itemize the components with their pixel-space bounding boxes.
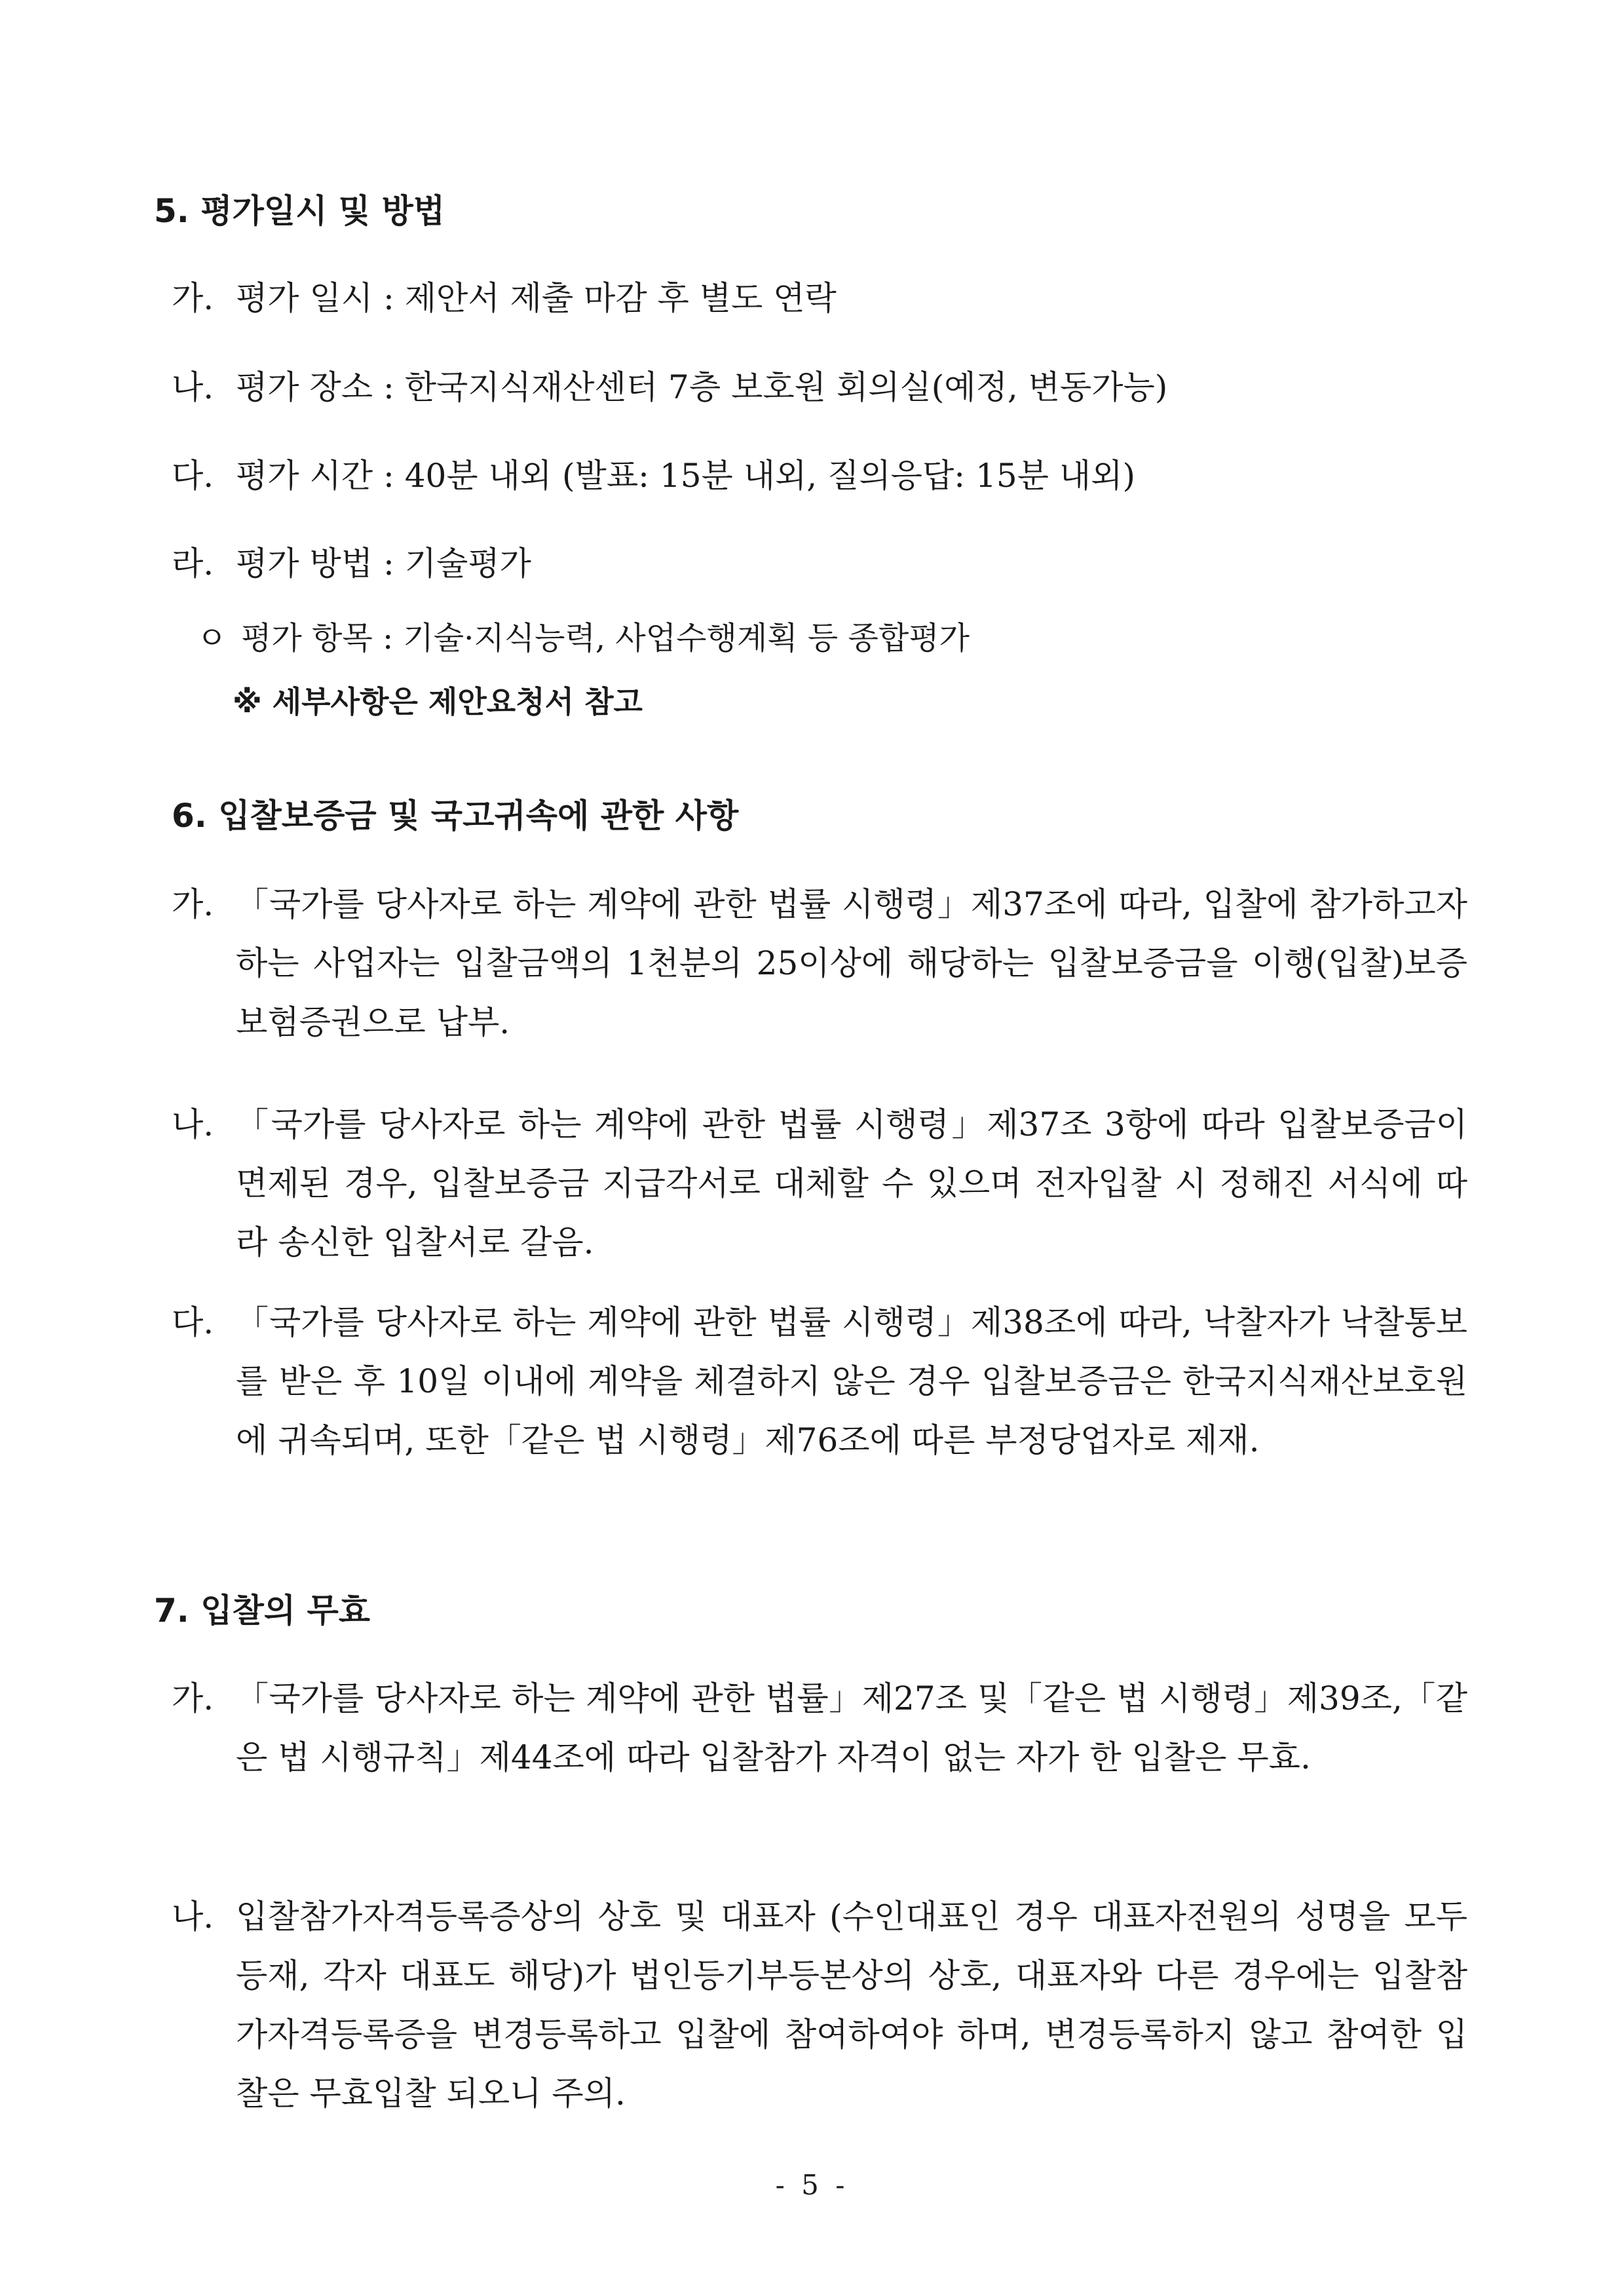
section-5-item-b-marker: 나. bbox=[172, 368, 214, 406]
section-6-item-b-marker: 나. bbox=[172, 1105, 214, 1143]
section-7-item-a-text: 「국가를 당사자로 하는 계약에 관한 법률」제27조 및「같은 법 시행령」제39조,「같은 법 시행규칙」제44조에 따라 입찰참가 자격이 없는 자가 한 입찰은 무효. bbox=[236, 1679, 1467, 1776]
section-7-item-a-marker: 가. bbox=[172, 1679, 214, 1717]
section-5-item-a-marker: 가. bbox=[172, 279, 214, 317]
section-6-item-b-text: 「국가를 당사자로 하는 계약에 관한 법률 시행령」제37조 3항에 따라 입찰보증금이 면제된 경우, 입찰보증금 지급각서로 대체할 수 있으며 전자입찰 시 정해진 서식에 따라 송신한 입찰서로 갈음. bbox=[236, 1105, 1467, 1261]
reference-note: ※ 세부사항은 제안요청서 참고 bbox=[233, 684, 643, 719]
section-5-item-a-text: 평가 일시 : 제안서 제출 마감 후 별도 연락 bbox=[236, 279, 837, 317]
section-7-item-b-text: 입찰참가자격등록증상의 상호 및 대표자 (수인대표인 경우 대표자전원의 성명을 모두 등재, 각자 대표도 해당)가 법인등기부등본상의 상호, 대표자와 다른 경우에는 입찰참가자격등록증을 변경등록하고 입찰에 참여하여야 하며, 변경등록하지 않고 참여한 입찰은 무효입찰 되오니 주의. bbox=[236, 1898, 1467, 2113]
section-5-heading: 5. 평가일시 및 방법 bbox=[154, 192, 445, 230]
section-5-item-b-text: 평가 장소 : 한국지식재산센터 7층 보호원 회의실(예정, 변동가능) bbox=[236, 368, 1168, 406]
section-7-heading: 7. 입찰의 무효 bbox=[154, 1592, 371, 1630]
section-5-item-d-text: 평가 방법 : 기술평가 bbox=[236, 545, 531, 583]
bullet-text: 평가 항목 : 기술·지식능력, 사업수행계획 등 종합평가 bbox=[241, 620, 970, 657]
section-5-item-c-marker: 다. bbox=[172, 457, 214, 495]
page-number: - 5 - bbox=[775, 2169, 849, 2201]
bullet-marker: ㅇ bbox=[197, 620, 227, 657]
section-7-item-b-marker: 나. bbox=[172, 1898, 214, 1936]
section-6-item-c-marker: 다. bbox=[172, 1303, 214, 1341]
section-6-heading: 6. 입찰보증금 및 국고귀속에 관한 사항 bbox=[172, 797, 739, 835]
section-6-item-a-marker: 가. bbox=[172, 885, 214, 923]
section-5-item-d-marker: 라. bbox=[172, 545, 214, 583]
section-6-item-a-text: 「국가를 당사자로 하는 계약에 관한 법률 시행령」제37조에 따라, 입찰에 참가하고자 하는 사업자는 입찰금액의 1천분의 25이상에 해당하는 입찰보증금을 이행(입찰)보증보험증권으로 납부. bbox=[236, 885, 1467, 1041]
section-6-item-c-text: 「국가를 당사자로 하는 계약에 관한 법률 시행령」제38조에 따라, 낙찰자가 낙찰통보를 받은 후 10일 이내에 계약을 체결하지 않은 경우 입찰보증금은 한국지식재산보호원에 귀속되며, 또한「같은 법 시행령」제76조에 따른 부정당업자로 제재. bbox=[236, 1303, 1467, 1459]
section-5-item-c-text: 평가 시간 : 40분 내외 (발표: 15분 내외, 질의응답: 15분 내외) bbox=[236, 457, 1135, 495]
